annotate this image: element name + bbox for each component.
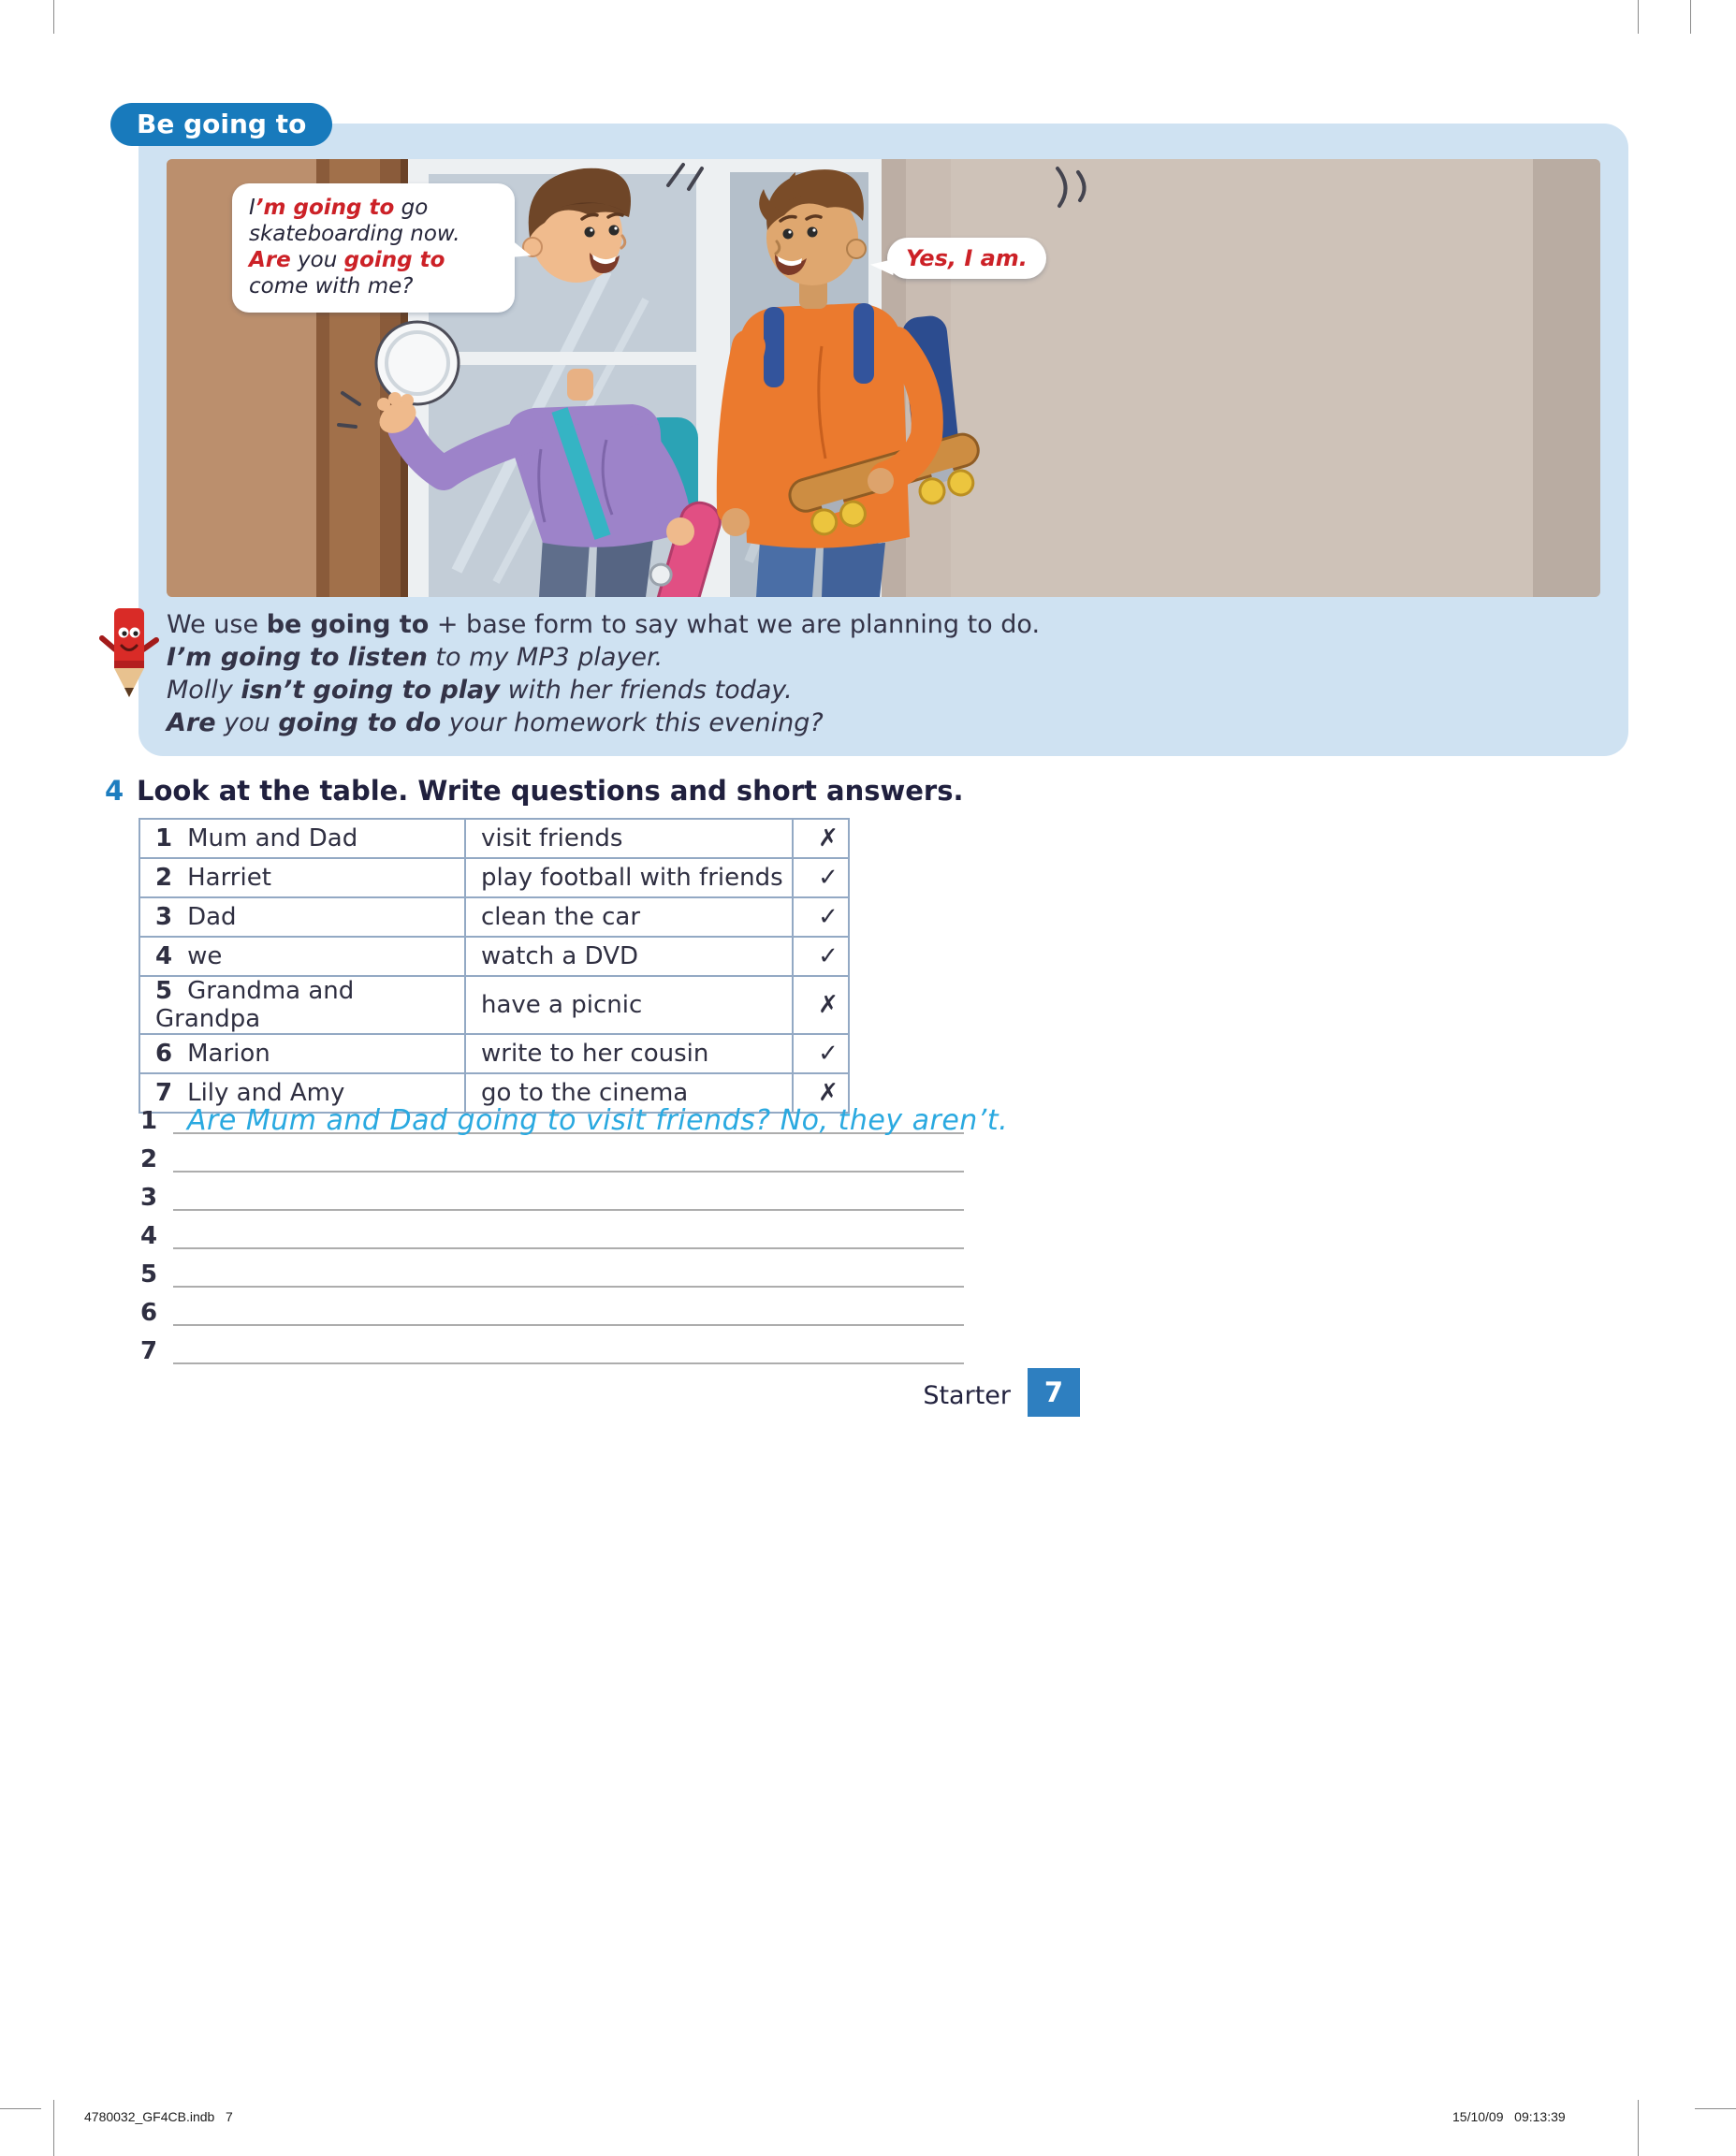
row-activity: play football with friends <box>465 858 793 897</box>
exercise-number: 4 <box>105 775 124 807</box>
bubble-text-segment: ’m going to <box>255 196 395 220</box>
row-number: 1 <box>155 824 173 852</box>
row-number: 7 <box>155 1079 173 1107</box>
row-number: 6 <box>155 1040 173 1068</box>
table-row <box>139 937 849 976</box>
answer-number: 3 <box>140 1184 158 1212</box>
exercise-title: Look at the table. Write questions and short answers. <box>137 775 964 807</box>
bubble-text-segment: I <box>249 196 255 220</box>
table-row <box>139 897 849 937</box>
note-text: We use <box>167 610 267 639</box>
bubble-text-segment: going to <box>343 248 445 272</box>
answer-row <box>139 1217 964 1256</box>
exercise-table <box>139 818 850 1114</box>
crop-mark <box>0 2108 41 2109</box>
check-icon: ✓ <box>793 897 849 937</box>
bubble-text-segment: go <box>394 196 429 220</box>
row-number: 5 <box>155 977 173 1005</box>
check-icon: ✓ <box>793 937 849 976</box>
answer-blank[interactable] <box>173 1324 964 1326</box>
note-line <box>167 608 1514 641</box>
answer-row <box>139 1102 1009 1141</box>
answer-row <box>139 1141 964 1179</box>
answer-number: 6 <box>140 1299 158 1327</box>
row-subject: we <box>187 942 223 970</box>
row-subject: Marion <box>187 1040 270 1068</box>
answer-number: 7 <box>140 1337 158 1365</box>
speech-bubble-left <box>232 183 515 313</box>
note-text: Molly <box>167 676 241 705</box>
imprint-timestamp: 15/10/09 09:13:39 <box>1452 2109 1566 2124</box>
bubble-line <box>249 221 498 247</box>
crop-mark <box>53 0 54 34</box>
pencil-mascot-icon <box>99 605 159 702</box>
check-icon: ✓ <box>793 858 849 897</box>
row-activity: write to her cousin <box>465 1034 793 1073</box>
crop-mark <box>1638 2100 1639 2156</box>
answer-blank[interactable] <box>173 1286 964 1288</box>
bubble-text-segment: you <box>290 248 344 272</box>
table-row <box>139 858 849 897</box>
crop-mark <box>1638 0 1639 34</box>
note-line <box>167 674 1514 707</box>
row-activity: go to the cinema <box>465 1073 793 1113</box>
row-subject: Lily and Amy <box>187 1079 345 1107</box>
grammar-note <box>167 608 1514 739</box>
cross-icon: ✗ <box>793 819 849 858</box>
answer-blank[interactable] <box>173 1247 964 1249</box>
bubble-line <box>249 273 498 299</box>
table-row <box>139 976 849 1034</box>
grammar-panel <box>139 124 1628 756</box>
answer-row <box>139 1333 964 1371</box>
handwritten-answer: Are Mum and Dad going to visit friends? No, they aren’t. <box>187 1104 1009 1137</box>
note-line <box>167 641 1514 674</box>
bubble-line <box>906 245 1028 271</box>
table-row <box>139 1034 849 1073</box>
bubble-text-segment: skateboarding now. <box>249 222 460 246</box>
answer-number: 2 <box>140 1145 158 1173</box>
answer-row <box>139 1294 964 1333</box>
row-activity: clean the car <box>465 897 793 937</box>
note-text: to my MP3 player. <box>427 643 664 672</box>
answer-blank[interactable] <box>173 1362 964 1364</box>
exercise-heading <box>105 775 964 807</box>
crop-mark <box>53 2100 54 2156</box>
row-activity: have a picnic <box>465 976 793 1034</box>
note-text: Are <box>167 708 216 737</box>
cross-icon: ✗ <box>793 976 849 1034</box>
note-text: your homework this evening? <box>441 708 824 737</box>
note-text: be going to <box>266 610 430 639</box>
note-text: going to do <box>278 708 442 737</box>
speech-bubble-right <box>887 238 1046 279</box>
page-number: 7 <box>1028 1368 1080 1417</box>
crop-mark <box>1695 2108 1736 2109</box>
bubble-text-segment: Yes, I am. <box>906 245 1028 271</box>
row-activity: visit friends <box>465 819 793 858</box>
row-subject: Dad <box>187 903 237 931</box>
door-circle <box>376 322 459 404</box>
row-subject: Grandma and Grandpa <box>155 977 355 1033</box>
bubble-line <box>249 195 498 221</box>
row-number: 3 <box>155 903 173 931</box>
crop-mark <box>1690 0 1691 34</box>
section-tab: Be going to <box>110 103 332 146</box>
row-number: 2 <box>155 864 173 892</box>
answer-number: 5 <box>140 1260 158 1289</box>
bubble-line <box>249 247 498 273</box>
cross-icon: ✗ <box>793 1073 849 1113</box>
answer-row <box>139 1256 964 1294</box>
row-subject: Harriet <box>187 864 271 892</box>
answer-number: 4 <box>140 1222 158 1250</box>
row-activity: watch a DVD <box>465 937 793 976</box>
row-subject: Mum and Dad <box>187 824 358 852</box>
row-number: 4 <box>155 942 173 970</box>
note-text: you <box>215 708 279 737</box>
bubble-text-segment: Are <box>249 248 291 272</box>
answer-number: 1 <box>140 1107 158 1135</box>
note-text: + base form to say what we are planning to do. <box>429 610 1041 639</box>
note-text: with her friends today. <box>500 676 793 705</box>
answer-lines <box>139 1102 1009 1371</box>
section-label: Starter <box>923 1381 1011 1410</box>
check-icon: ✓ <box>793 1034 849 1073</box>
answer-blank[interactable] <box>173 1209 964 1211</box>
answer-blank[interactable] <box>173 1171 964 1173</box>
note-text: I’m going to listen <box>167 643 428 672</box>
bubble-text-segment: come with me? <box>249 274 414 299</box>
imprint-filename: 4780032_GF4CB.indb 7 <box>84 2109 233 2124</box>
note-text: isn’t going to play <box>241 676 501 705</box>
table-row <box>139 819 849 858</box>
answer-row <box>139 1179 964 1217</box>
note-line <box>167 707 1514 739</box>
